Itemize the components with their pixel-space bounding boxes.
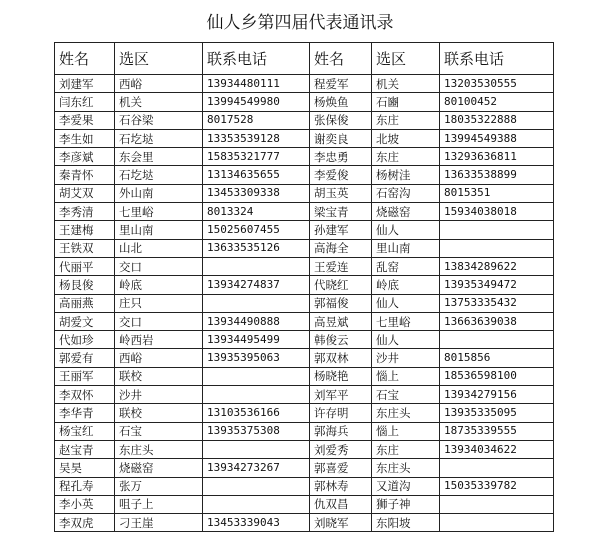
col-header-phone: 联系电话 bbox=[440, 43, 554, 75]
cell-district: 东阳坡 bbox=[372, 514, 440, 532]
col-header-name: 姓名 bbox=[55, 43, 115, 75]
col-header-name: 姓名 bbox=[310, 43, 372, 75]
cell-name: 代如珍 bbox=[55, 331, 115, 349]
cell-phone: 13934490888 bbox=[203, 312, 310, 330]
cell-district: 石宝 bbox=[115, 422, 203, 440]
cell-phone: 13934480111 bbox=[203, 75, 310, 93]
cell-phone: 13935349472 bbox=[440, 276, 554, 294]
cell-phone bbox=[203, 386, 310, 404]
cell-phone: 13934495499 bbox=[203, 331, 310, 349]
table-row bbox=[55, 349, 554, 367]
cell-district: 七里峪 bbox=[372, 312, 440, 330]
cell-name: 刘建军 bbox=[55, 75, 115, 93]
cell-phone: 13103536166 bbox=[203, 404, 310, 422]
cell-phone bbox=[440, 221, 554, 239]
cell-phone bbox=[203, 477, 310, 495]
cell-name: 闫东红 bbox=[55, 93, 115, 111]
table-row bbox=[55, 422, 554, 440]
cell-phone: 8015856 bbox=[440, 349, 554, 367]
cell-district: 杨树洼 bbox=[372, 166, 440, 184]
cell-phone: 13934273267 bbox=[203, 459, 310, 477]
cell-district: 烧磁窑 bbox=[115, 459, 203, 477]
cell-phone: 13453339043 bbox=[203, 514, 310, 532]
cell-district: 石圪垯 bbox=[115, 166, 203, 184]
cell-phone: 13934034622 bbox=[440, 440, 554, 458]
cell-phone: 15934038018 bbox=[440, 203, 554, 221]
cell-district: 岭底 bbox=[115, 276, 203, 294]
cell-phone bbox=[440, 331, 554, 349]
cell-phone bbox=[440, 459, 554, 477]
header-row bbox=[55, 43, 554, 75]
cell-district: 西峪 bbox=[115, 349, 203, 367]
cell-phone: 13934279156 bbox=[440, 386, 554, 404]
cell-district: 东庄头 bbox=[372, 459, 440, 477]
cell-district: 石圪垯 bbox=[115, 129, 203, 147]
table-row bbox=[55, 459, 554, 477]
cell-phone bbox=[203, 294, 310, 312]
cell-name: 郭海兵 bbox=[310, 422, 372, 440]
table-row bbox=[55, 166, 554, 184]
cell-phone bbox=[440, 514, 554, 532]
cell-district: 东庄头 bbox=[372, 404, 440, 422]
cell-name: 赵宝青 bbox=[55, 440, 115, 458]
cell-name: 代晓红 bbox=[310, 276, 372, 294]
cell-name: 杨焕鱼 bbox=[310, 93, 372, 111]
cell-name: 许存明 bbox=[310, 404, 372, 422]
cell-district: 里山南 bbox=[372, 239, 440, 257]
cell-phone: 13203530555 bbox=[440, 75, 554, 93]
cell-phone: 18536598100 bbox=[440, 367, 554, 385]
table-row bbox=[55, 312, 554, 330]
cell-name: 王铁双 bbox=[55, 239, 115, 257]
cell-phone: 13453309338 bbox=[203, 184, 310, 202]
cell-phone: 8017528 bbox=[203, 111, 310, 129]
cell-district: 机关 bbox=[372, 75, 440, 93]
cell-name: 杨艮俊 bbox=[55, 276, 115, 294]
cell-district: 惱上 bbox=[372, 422, 440, 440]
cell-district: 张万 bbox=[115, 477, 203, 495]
table-row bbox=[55, 93, 554, 111]
cell-district: 惱上 bbox=[372, 367, 440, 385]
cell-district: 石窑沟 bbox=[372, 184, 440, 202]
cell-district: 东庄 bbox=[372, 440, 440, 458]
table-row bbox=[55, 331, 554, 349]
cell-phone: 13934274837 bbox=[203, 276, 310, 294]
cell-district: 仙人 bbox=[372, 331, 440, 349]
table-row bbox=[55, 184, 554, 202]
table-row bbox=[55, 367, 554, 385]
cell-name: 张保俊 bbox=[310, 111, 372, 129]
cell-name: 刘爱秀 bbox=[310, 440, 372, 458]
cell-district: 沙井 bbox=[115, 386, 203, 404]
cell-district: 岭底 bbox=[372, 276, 440, 294]
cell-district: 烧磁窑 bbox=[372, 203, 440, 221]
table-row bbox=[55, 203, 554, 221]
cell-name: 王丽军 bbox=[55, 367, 115, 385]
cell-district: 庄只 bbox=[115, 294, 203, 312]
table-row bbox=[55, 440, 554, 458]
cell-district: 交口 bbox=[115, 257, 203, 275]
cell-phone bbox=[440, 239, 554, 257]
cell-name: 杨宝红 bbox=[55, 422, 115, 440]
cell-phone: 13633535126 bbox=[203, 239, 310, 257]
cell-name: 孙建军 bbox=[310, 221, 372, 239]
cell-phone: 13994549980 bbox=[203, 93, 310, 111]
cell-name: 李忠勇 bbox=[310, 148, 372, 166]
table-row bbox=[55, 276, 554, 294]
cell-name: 梁宝青 bbox=[310, 203, 372, 221]
cell-district: 东庄头 bbox=[115, 440, 203, 458]
cell-phone: 8015351 bbox=[440, 184, 554, 202]
cell-name: 郭福俊 bbox=[310, 294, 372, 312]
cell-name: 李双怀 bbox=[55, 386, 115, 404]
cell-district: 仙人 bbox=[372, 294, 440, 312]
cell-name: 王建梅 bbox=[55, 221, 115, 239]
cell-name: 杨晓艳 bbox=[310, 367, 372, 385]
cell-district: 狮子神 bbox=[372, 495, 440, 513]
cell-district: 东庄 bbox=[372, 111, 440, 129]
cell-name: 高丽燕 bbox=[55, 294, 115, 312]
cell-phone: 13935335095 bbox=[440, 404, 554, 422]
table-row bbox=[55, 129, 554, 147]
cell-phone: 15025607455 bbox=[203, 221, 310, 239]
table-row bbox=[55, 239, 554, 257]
table-row bbox=[55, 75, 554, 93]
table-row bbox=[55, 514, 554, 532]
cell-phone: 13753335432 bbox=[440, 294, 554, 312]
cell-name: 吴昊 bbox=[55, 459, 115, 477]
cell-phone bbox=[203, 367, 310, 385]
cell-name: 程爱军 bbox=[310, 75, 372, 93]
table-row bbox=[55, 111, 554, 129]
cell-name: 韩俊云 bbox=[310, 331, 372, 349]
cell-phone: 8013324 bbox=[203, 203, 310, 221]
cell-phone: 13134635655 bbox=[203, 166, 310, 184]
cell-name: 谢奕良 bbox=[310, 129, 372, 147]
cell-phone: 15035339782 bbox=[440, 477, 554, 495]
cell-district: 石谷梁 bbox=[115, 111, 203, 129]
cell-name: 胡艾双 bbox=[55, 184, 115, 202]
cell-name: 李爱果 bbox=[55, 111, 115, 129]
cell-name: 李生如 bbox=[55, 129, 115, 147]
cell-phone: 18735339555 bbox=[440, 422, 554, 440]
cell-name: 郭喜爱 bbox=[310, 459, 372, 477]
cell-district: 石宝 bbox=[372, 386, 440, 404]
cell-district: 咀子上 bbox=[115, 495, 203, 513]
cell-name: 胡玉英 bbox=[310, 184, 372, 202]
cell-district: 东庄 bbox=[372, 148, 440, 166]
cell-district: 外山南 bbox=[115, 184, 203, 202]
cell-phone: 13834289622 bbox=[440, 257, 554, 275]
cell-phone: 80100452 bbox=[440, 93, 554, 111]
cell-district: 机关 bbox=[115, 93, 203, 111]
cell-name: 仇双昌 bbox=[310, 495, 372, 513]
cell-district: 联校 bbox=[115, 367, 203, 385]
cell-name: 李小英 bbox=[55, 495, 115, 513]
cell-district: 西峪 bbox=[115, 75, 203, 93]
cell-district: 山北 bbox=[115, 239, 203, 257]
cell-phone: 13293636811 bbox=[440, 148, 554, 166]
directory-table bbox=[54, 42, 554, 532]
cell-phone bbox=[203, 495, 310, 513]
cell-name: 李秀清 bbox=[55, 203, 115, 221]
cell-name: 李华青 bbox=[55, 404, 115, 422]
cell-district: 乱窑 bbox=[372, 257, 440, 275]
cell-phone: 18035322888 bbox=[440, 111, 554, 129]
cell-district: 里山南 bbox=[115, 221, 203, 239]
table-row bbox=[55, 294, 554, 312]
cell-phone: 13663639038 bbox=[440, 312, 554, 330]
cell-phone bbox=[440, 495, 554, 513]
cell-phone: 13994549388 bbox=[440, 129, 554, 147]
table-row bbox=[55, 386, 554, 404]
cell-name: 高昱斌 bbox=[310, 312, 372, 330]
cell-name: 胡爱文 bbox=[55, 312, 115, 330]
cell-district: 又道沟 bbox=[372, 477, 440, 495]
cell-district: 沙井 bbox=[372, 349, 440, 367]
col-header-district: 选区 bbox=[115, 43, 203, 75]
cell-district: 刁王崖 bbox=[115, 514, 203, 532]
table-row bbox=[55, 477, 554, 495]
cell-district: 东会里 bbox=[115, 148, 203, 166]
cell-name: 郭双林 bbox=[310, 349, 372, 367]
cell-name: 郭林寿 bbox=[310, 477, 372, 495]
cell-name: 刘军平 bbox=[310, 386, 372, 404]
cell-name: 李爱俊 bbox=[310, 166, 372, 184]
table-row bbox=[55, 148, 554, 166]
cell-name: 高海全 bbox=[310, 239, 372, 257]
cell-name: 郭爱有 bbox=[55, 349, 115, 367]
cell-district: 联校 bbox=[115, 404, 203, 422]
cell-name: 代丽平 bbox=[55, 257, 115, 275]
cell-name: 李彦斌 bbox=[55, 148, 115, 166]
cell-phone: 15835321777 bbox=[203, 148, 310, 166]
cell-phone bbox=[203, 257, 310, 275]
cell-phone bbox=[203, 440, 310, 458]
cell-district: 交口 bbox=[115, 312, 203, 330]
cell-name: 王爱连 bbox=[310, 257, 372, 275]
col-header-district: 选区 bbox=[372, 43, 440, 75]
cell-district: 七里峪 bbox=[115, 203, 203, 221]
cell-phone: 13935375308 bbox=[203, 422, 310, 440]
col-header-phone: 联系电话 bbox=[203, 43, 310, 75]
table-row bbox=[55, 495, 554, 513]
cell-name: 秦青怀 bbox=[55, 166, 115, 184]
cell-district: 仙人 bbox=[372, 221, 440, 239]
cell-name: 程孔寿 bbox=[55, 477, 115, 495]
cell-name: 刘晓军 bbox=[310, 514, 372, 532]
cell-district: 石豳 bbox=[372, 93, 440, 111]
table-row bbox=[55, 404, 554, 422]
page-title: 仙人乡第四届代表通讯录 bbox=[206, 13, 394, 33]
cell-phone: 13353539128 bbox=[203, 129, 310, 147]
cell-name: 李双虎 bbox=[55, 514, 115, 532]
cell-district: 岭西岩 bbox=[115, 331, 203, 349]
table-row bbox=[55, 257, 554, 275]
table-row bbox=[55, 221, 554, 239]
cell-phone: 13633538899 bbox=[440, 166, 554, 184]
cell-district: 北坡 bbox=[372, 129, 440, 147]
cell-phone: 13935395063 bbox=[203, 349, 310, 367]
